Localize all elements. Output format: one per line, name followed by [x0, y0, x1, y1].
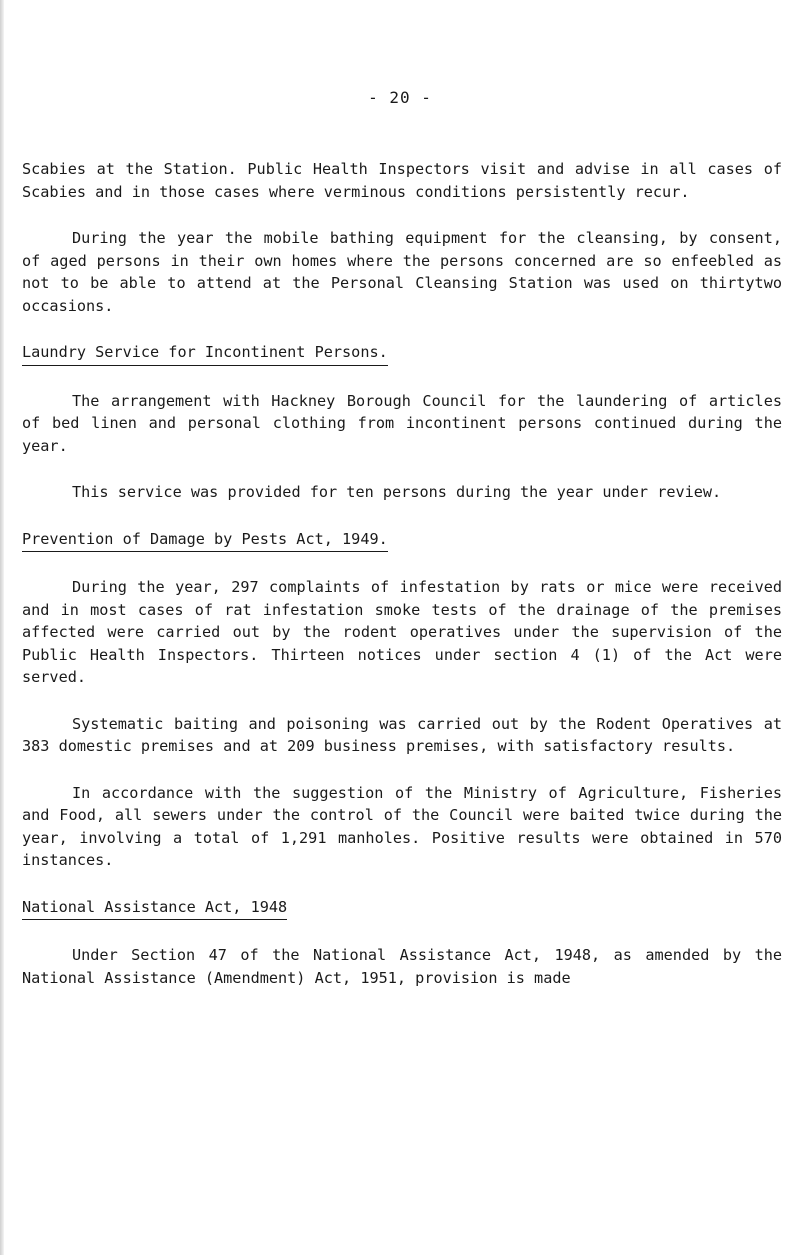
page-edge-shadow	[0, 0, 4, 1255]
section-heading-pests: Prevention of Damage by Pests Act, 1949.	[22, 528, 388, 553]
paragraph-laundry-service: This service was provided for ten persons during the year under review.	[72, 483, 722, 501]
paragraph-scabies: Scabies at the Station. Public Health Inspectors visit and advise in all cases of Scabies and in those cases where verminous conditions persistently recur.	[22, 160, 782, 201]
section-heading-laundry-wrap	[22, 341, 782, 390]
section-heading-laundry: Laundry Service for Incontinent Persons.	[22, 341, 388, 366]
paragraph-laundry-arrangement: The arrangement with Hackney Borough Council for the laundering of articles of bed linen and personal clothing from incontinent persons continued during the year.	[22, 391, 782, 455]
section-heading-pests-wrap	[22, 528, 782, 577]
paragraph-section-47: Under Section 47 of the National Assistance Act, 1948, as amended by the National Assistance (Amendment) Act, 1951, provision is made	[22, 946, 782, 987]
section-heading-assistance-wrap	[22, 896, 782, 945]
paragraph-sewers: In accordance with the suggestion of the Ministry of Agriculture, Fisheries and Food, all sewers under the control of the Council were baited twice during the year, involving a total of 1,291 manholes. Positive results were obtained in 570 instances.	[22, 783, 782, 869]
document-body	[22, 158, 782, 1013]
paragraph-infestation-complaints: During the year, 297 complaints of infestation by rats or mice were received and in most cases of rat infestation smoke tests of the drainage of the premises affected were carried out by the rodent operatives under the supervision of the Public Health Inspectors. Thirteen notices under section 4 (1) of the Act were served.	[22, 578, 782, 686]
section-heading-national-assistance: National Assistance Act, 1948	[22, 896, 287, 921]
paragraph-baiting: Systematic baiting and poisoning was carried out by the Rodent Operatives at 383 domestic premises and at 209 business premises, with satisfactory results.	[22, 714, 782, 755]
page-number: - 20 -	[368, 88, 432, 107]
paragraph-mobile-bathing: During the year the mobile bathing equipment for the cleansing, by consent, of aged persons in their own homes where the persons concerned are so enfeebled as not to be able to attend at the Personal Cleansing Station was used on thirtytwo occasions.	[22, 229, 782, 315]
